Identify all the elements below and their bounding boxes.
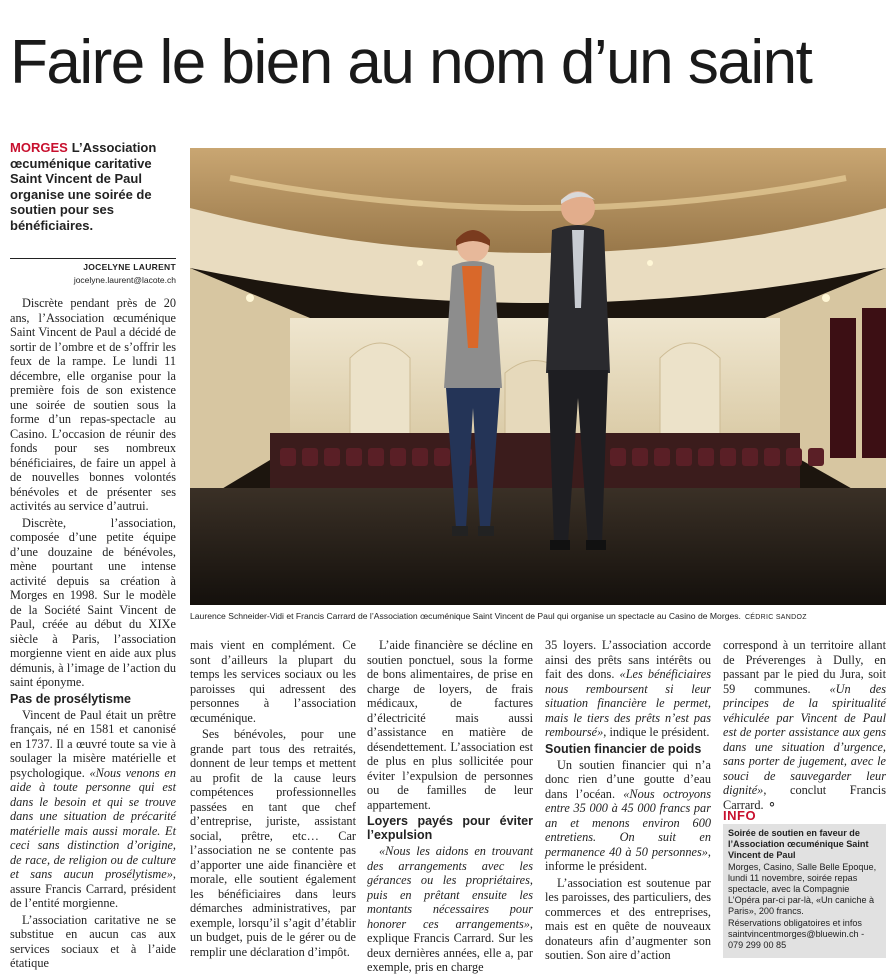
- paragraph: Discrète pendant près de 20 ans, l’Association œcuménique Saint Vincent de Paul a décidé de sortir de l’ombre et de s’offrir les feux de la rampe. Le lundi 11 décembre, elle organise pour la première fois de son existence une soirée de soutien sous la forme d’un repas-spectacle au Casino. L’occasion de réunir des fonds pour ses nombreux bénéficiaires, de faire un appel à de nouvelles bonnes volontés bénévoles et de présenter ses activités au service d’autrui.: [10, 296, 176, 513]
- quote: «Un des principes de la spiritualité véhiculée par Vincent de Paul est de porter assistance aux gens dans une situation d’urgence, sans porter de jugement, avec le souci de sauvegarder leur dignité»: [723, 681, 886, 797]
- subheading: Loyers payés pour éviter l’expulsion: [367, 814, 533, 842]
- kicker: [10, 140, 178, 233]
- article-photo: [190, 148, 886, 605]
- paragraph: Ses bénévoles, pour une grande part tous des retraités, donnent de leur temps et mettent au profit de la cause leurs compétences professionnelles passées en tant que chef d’entreprise, juriste, assistant social, prêtre, etc… Car l’association ne se contente pas d’apporter une aide financière et morale, elle soutient également les bénéficiaires dans leurs démarches administratives, par exemple, lorsqu’il s’agit d’établir un budget, puis de le gérer ou de remplir une déclaration d’impôt.: [190, 727, 356, 959]
- paragraph: L’aide financière se décline en soutien ponctuel, sous la forme de bons alimentaires, de prise en charge de loyers, de frais médicaux, de factures d’électricité mais aussi d’assistance en matière de désendettement. L’association est de plus en plus sollicitée pour éviter l’expulsion de personnes ou de familles de leur appartement.: [367, 638, 533, 812]
- paragraph: L’association caritative ne se substitue en aucun cas aux services sociaux et à l’aide étatique: [10, 912, 176, 970]
- paragraph: correspond à un territoire allant de Préverenges à Dully, en passant par le pied du Jura, soit 59 communes. «Un des principes de la spiritualité véhiculée par Vincent de Paul est de porter assistance aux gens dans une situation d’urgence, sans porter de jugement, avec le souci de sauvegarder leur dignité», conclut Francis Carrard. ⚬: [723, 638, 886, 812]
- paragraph: 35 loyers. L’association accorde ainsi des prêts sans intérêts ou fait des dons. «Les bénéficiaires nous remboursent si leur situation financière le permet, mais le tiers des prêts n’est pas remboursé», indique le président.: [545, 638, 711, 739]
- info-content: [723, 824, 886, 958]
- subheading: Soutien financier de poids: [545, 741, 702, 756]
- caption-text: Laurence Schneider-Vidi et Francis Carrard de l’Association œcuménique Saint Vincent de Paul qui organise un spectacle au Casino de Morges.: [190, 611, 741, 621]
- byline-email: jocelyne.laurent@lacote.ch: [73, 275, 176, 285]
- end-mark-icon: ⚬: [766, 797, 778, 812]
- kicker-text: L’Association œcuménique caritative Saint Vincent de Paul organise une soirée de soutien pour ses bénéficiaires.: [10, 140, 157, 233]
- article-column-4: [545, 638, 711, 963]
- article-column-5: [723, 638, 886, 812]
- paragraph: «Nous les aidons en trouvant des arrangements avec les gérances ou les propriétaires, puis en prêtant ensuite les montants nécessaires pour honorer ces arrangements», explique Francis Carrard. Sur les deux dernières années, elle a, par exemple, pris en charge: [367, 844, 533, 974]
- photo-caption: [190, 611, 886, 621]
- photo-credit: CÉDRIC SANDOZ: [744, 614, 807, 621]
- info-body: Morges, Casino, Salle Belle Epoque, lundi 11 novembre, soirée repas spectacle, avec la Compagnie L’Opéra par-ci par-là, «Un caniche à Paris», 200 francs.: [728, 861, 877, 917]
- headline: Faire le bien au nom d’un saint: [10, 28, 812, 97]
- article-column-2: [190, 638, 356, 959]
- info-tag: INFO: [723, 808, 757, 823]
- info-contact: Réservations obligatoires et infos saintvincentmorges@bluewin.ch - 079 299 00 85: [728, 917, 865, 951]
- casino-hall-photo: [190, 148, 886, 605]
- quote: «Nous venons en aide à toute personne qui est dans le besoin et qui se trouve dans une situation de précarité matérielle mais aussi morale. Et ceci sans distinction d’origine, de race, de religion ou de culture et sans aucun prosélytisme»: [10, 765, 176, 881]
- article-column-3: [367, 638, 533, 975]
- byline-author: JOCELYNE LAURENT: [83, 262, 176, 272]
- quote: «Nous les aidons en trouvant des arrangements avec les gérances ou les propriétaires, puis en prêtant ensuite les montants nécessaires pour honorer ces arrangements»: [367, 844, 533, 931]
- subheading: Pas de prosélytisme: [10, 691, 131, 706]
- byline: [10, 258, 176, 285]
- info-title: Soirée de soutien en faveur de l’Association œcuménique Saint Vincent de Paul: [728, 828, 869, 861]
- quote: «Les bénéficiaires nous remboursent si leur situation financière le permet, mais le tiers des prêts n’est pas remboursé»: [545, 667, 711, 739]
- paragraph: Discrète, l’association, composée d’une petite équipe d’une douzaine de bénévoles, mène pourtant une intense activité depuis sa création à Morges en 1998. Sur le modèle de la Société Saint Vincent de Paul, créée au début du XIXe siècle à Paris, l’association morgienne vient en aide aux plus démunis, à l’image de l’action du saint éponyme.: [10, 515, 176, 689]
- article-column-1: [10, 296, 176, 971]
- paragraph: Un soutien financier qui n’a donc rien d’une goutte d’eau dans l’océan. «Nous octroyons entre 35 000 à 45 000 francs par an et menons environ 600 entretiens. On suit en permanence 40 à 50 personnes», informe le président.: [545, 757, 711, 873]
- info-box: [723, 808, 886, 958]
- paragraph: Vincent de Paul était un prêtre français, né en 1581 et canonisé en 1737. Il a œuvré toute sa vie à soulager la misère matérielle et psychologique. «Nous venons en aide à toute personne qui est dans le besoin et qui se trouve dans une situation de précarité matérielle mais aussi morale. Et ceci sans distinction d’origine, de race, de religion ou de culture et sans aucun prosélytisme», assure Francis Carrard, président de l’entité morgienne.: [10, 707, 176, 910]
- quote: «Nous octroyons entre 35 000 à 45 000 francs par an et menons environ 600 entretiens. On suit en permanence 40 à 50 personnes»: [545, 786, 711, 859]
- kicker-place: MORGES: [10, 140, 68, 155]
- paragraph: L’association est soutenue par les paroisses, des particuliers, des commerces et des entreprises, mais est en quête de nouveaux donateurs afin d’augmenter son soutien. Son aire d’action: [545, 875, 711, 962]
- paragraph: mais vient en complément. Ce sont d’ailleurs la plupart du temps les services sociaux ou les paroisses qui adressent des personnes à l’association œcuménique.: [190, 638, 356, 725]
